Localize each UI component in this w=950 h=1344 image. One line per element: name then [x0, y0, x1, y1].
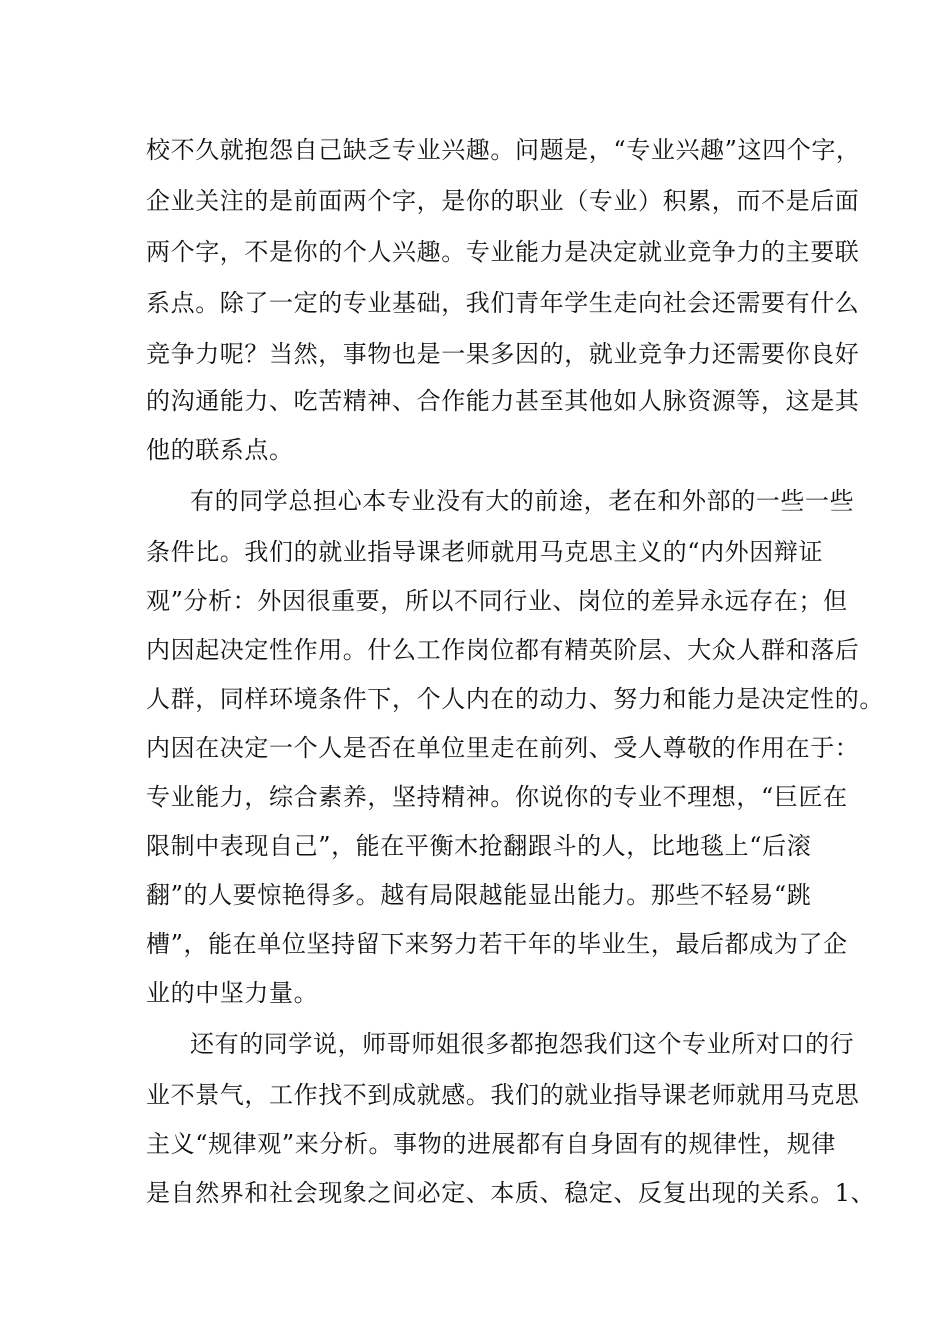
text-line: 的沟通能力、吃苦精神、合作能力甚至其他如人脉资源等，这是其 — [146, 387, 860, 415]
text-line: 有的同学总担心本专业没有大的前途，老在和外部的一些一些 — [190, 487, 855, 515]
text-line: 企业关注的是前面两个字，是你的职业（专业）积累，而不是后面 — [146, 187, 860, 215]
text-line: 内因起决定性作用。什么工作岗位都有精英阶层、大众人群和落后 — [146, 636, 860, 664]
text-line: 内因在决定一个人是否在单位里走在前列、受人尊敬的作用在于： — [146, 734, 860, 762]
text-line: 还有的同学说，师哥师姐很多都抱怨我们这个专业所对口的行 — [190, 1030, 855, 1058]
text-line: 专业能力，综合素养，坚持精神。你说你的专业不理想，“巨匠在 — [146, 783, 848, 811]
text-line: 系点。除了一定的专业基础，我们青年学生走向社会还需要有什么 — [146, 289, 860, 317]
text-line: 校不久就抱怨自己缺乏专业兴趣。问题是，“专业兴趣”这四个字， — [146, 136, 861, 164]
text-line: 主义“规律观”来分析。事物的进展都有自身固有的规律性，规律 — [146, 1130, 836, 1158]
text-line: 是自然界和社会现象之间必定、本质、稳定、反复出现的关系。1、 — [146, 1179, 876, 1207]
text-line: 条件比。我们的就业指导课老师就用马克思主义的“内外因辩证 — [146, 538, 824, 566]
text-line: 业不景气，工作找不到成就感。我们的就业指导课老师就用马克思 — [146, 1081, 860, 1109]
text-line: 业的中坚力量。 — [146, 979, 319, 1007]
text-line: 竞争力呢？当然，事物也是一果多因的，就业竞争力还需要你良好 — [146, 340, 860, 368]
text-line: 翻”的人要惊艳得多。越有局限越能显出能力。那些不轻易“跳 — [146, 881, 812, 909]
text-line: 人群，同样环境条件下，个人内在的动力、努力和能力是决定性的。 — [146, 685, 884, 713]
text-line: 两个字，不是你的个人兴趣。专业能力是决定就业竞争力的主要联 — [146, 238, 860, 266]
text-line: 观”分析：外因很重要，所以不同行业、岗位的差异永远存在；但 — [146, 587, 848, 615]
text-line: 他的联系点。 — [146, 436, 294, 464]
text-line: 限制中表现自己”，能在平衡木抢翻跟斗的人，比地毯上“后滚 — [146, 832, 812, 860]
text-line: 槽”，能在单位坚持留下来努力若干年的毕业生，最后都成为了企 — [146, 930, 848, 958]
